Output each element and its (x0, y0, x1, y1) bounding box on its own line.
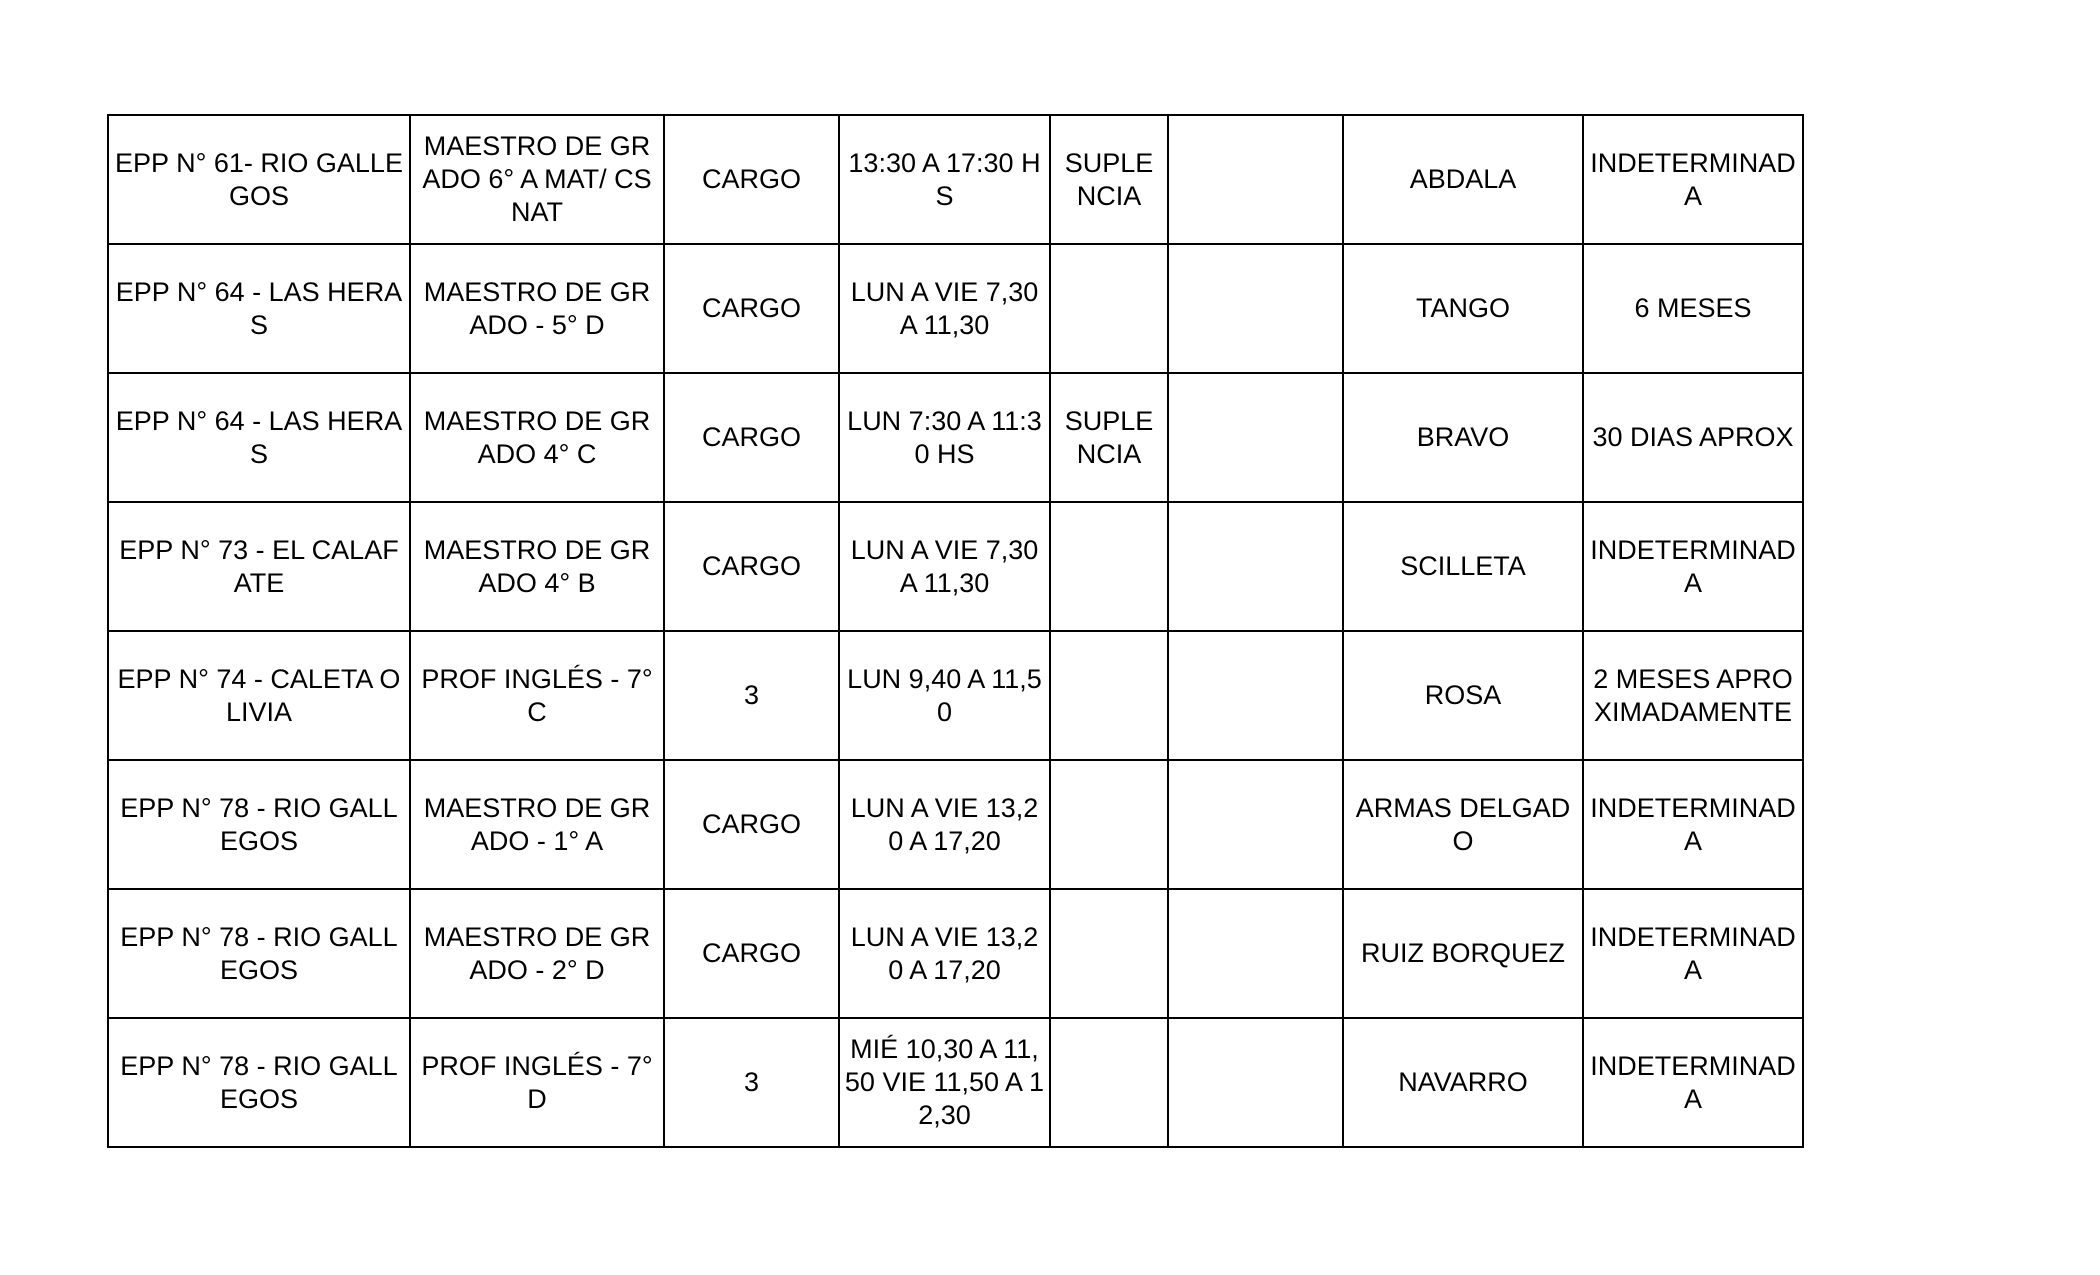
holder-cell (1343, 1018, 1583, 1147)
position-cell (410, 889, 664, 1018)
duration-cell (1583, 760, 1803, 889)
table-row (108, 502, 1803, 631)
duration-cell-text: INDETERMINADA (1590, 1050, 1796, 1114)
duration-cell (1583, 115, 1803, 244)
schedule-cell-text: LUN A VIE 7,30 A 11,30 (850, 534, 1039, 598)
schedule-cell (839, 1018, 1050, 1147)
holder-cell (1343, 115, 1583, 244)
position-cell-text: MAESTRO DE GRADO - 2° D (423, 921, 651, 985)
notes-cell (1168, 244, 1343, 373)
hours-cell-text: CARGO (701, 164, 801, 194)
school-cell (108, 244, 410, 373)
position-cell (410, 115, 664, 244)
notes-cell (1168, 1018, 1343, 1147)
duration-cell-text: 2 MESES APROXIMADAMENTE (1593, 663, 1793, 727)
position-cell-text: PROF INGLÉS - 7° C (421, 663, 653, 727)
table-row (108, 1018, 1803, 1147)
school-cell-text: EPP N° 61- RIO GALLEGOS (115, 147, 403, 211)
school-cell-text: EPP N° 78 - RIO GALLEGOS (120, 921, 398, 985)
holder-cell-text: RUIZ BORQUEZ (1360, 938, 1565, 968)
position-cell (410, 760, 664, 889)
hours-cell-text: CARGO (701, 551, 801, 581)
holder-cell-text: SCILLETA (1400, 551, 1526, 581)
table-row (108, 760, 1803, 889)
hours-cell-text: 3 (743, 680, 760, 710)
position-cell-text: MAESTRO DE GRADO 6° A MAT/ CS NAT (422, 131, 652, 227)
character-cell (1050, 115, 1168, 244)
hours-cell-text: CARGO (701, 293, 801, 323)
character-cell-text: SUPLENCIA (1064, 405, 1154, 469)
character-cell (1050, 373, 1168, 502)
hours-cell (664, 760, 839, 889)
position-cell-text: MAESTRO DE GRADO - 1° A (423, 792, 651, 856)
holder-cell-text: ROSA (1424, 680, 1502, 710)
table-row (108, 115, 1803, 244)
holder-cell (1343, 631, 1583, 760)
notes-cell (1168, 502, 1343, 631)
hours-cell-text: 3 (743, 1067, 760, 1097)
schedule-cell (839, 373, 1050, 502)
holder-cell-text: NAVARRO (1398, 1067, 1528, 1097)
character-cell (1050, 244, 1168, 373)
duration-cell (1583, 244, 1803, 373)
duration-cell-text: INDETERMINADA (1590, 792, 1796, 856)
position-cell-text: PROF INGLÉS - 7° D (421, 1050, 653, 1114)
character-cell (1050, 1018, 1168, 1147)
duration-cell-text: 6 MESES (1634, 293, 1752, 323)
schedule-cell (839, 115, 1050, 244)
notes-cell (1168, 115, 1343, 244)
character-cell (1050, 502, 1168, 631)
notes-cell (1168, 373, 1343, 502)
schedule-cell-text: LUN 9,40 A 11,50 (847, 663, 1042, 727)
hours-cell (664, 244, 839, 373)
school-cell-text: EPP N° 73 - EL CALAFATE (119, 534, 399, 598)
vacancy-table (107, 114, 1804, 1148)
holder-cell (1343, 373, 1583, 502)
holder-cell-text: ABDALA (1409, 164, 1517, 194)
duration-cell-text: INDETERMINADA (1590, 534, 1796, 598)
school-cell (108, 889, 410, 1018)
school-cell-text: EPP N° 64 - LAS HERAS (115, 405, 403, 469)
holder-cell (1343, 760, 1583, 889)
duration-cell (1583, 502, 1803, 631)
schedule-cell-text: 13:30 A 17:30 HS (848, 147, 1041, 211)
hours-cell (664, 373, 839, 502)
duration-cell (1583, 889, 1803, 1018)
duration-cell-text: 30 DIAS APROX (1592, 422, 1794, 452)
schedule-cell (839, 244, 1050, 373)
table-row (108, 631, 1803, 760)
position-cell (410, 631, 664, 760)
hours-cell-text: CARGO (701, 422, 801, 452)
hours-cell-text: CARGO (701, 938, 801, 968)
duration-cell-text: INDETERMINADA (1590, 147, 1796, 211)
schedule-cell (839, 889, 1050, 1018)
holder-cell-text: BRAVO (1416, 422, 1510, 452)
schedule-cell-text: LUN 7:30 A 11:30 HS (847, 405, 1042, 469)
notes-cell (1168, 889, 1343, 1018)
schedule-cell-text: LUN A VIE 13,20 A 17,20 (850, 792, 1039, 856)
position-cell (410, 244, 664, 373)
notes-cell (1168, 631, 1343, 760)
position-cell (410, 1018, 664, 1147)
schedule-cell (839, 760, 1050, 889)
hours-cell (664, 889, 839, 1018)
school-cell (108, 1018, 410, 1147)
school-cell (108, 631, 410, 760)
schedule-cell (839, 631, 1050, 760)
holder-cell (1343, 502, 1583, 631)
schedule-cell-text: LUN A VIE 13,20 A 17,20 (850, 921, 1039, 985)
table-row (108, 244, 1803, 373)
holder-cell (1343, 889, 1583, 1018)
hours-cell-text: CARGO (701, 809, 801, 839)
holder-cell (1343, 244, 1583, 373)
table-row (108, 373, 1803, 502)
position-cell (410, 502, 664, 631)
school-cell-text: EPP N° 64 - LAS HERAS (115, 276, 403, 340)
character-cell (1050, 631, 1168, 760)
position-cell-text: MAESTRO DE GRADO 4° B (423, 534, 651, 598)
duration-cell (1583, 631, 1803, 760)
duration-cell-text: INDETERMINADA (1590, 921, 1796, 985)
position-cell-text: MAESTRO DE GRADO - 5° D (423, 276, 651, 340)
position-cell-text: MAESTRO DE GRADO 4° C (423, 405, 651, 469)
notes-cell (1168, 760, 1343, 889)
character-cell (1050, 889, 1168, 1018)
table-body (108, 115, 1803, 1147)
holder-cell-text: TANGO (1416, 293, 1510, 323)
schedule-cell-text: LUN A VIE 7,30 A 11,30 (850, 276, 1039, 340)
character-cell-text: SUPLENCIA (1064, 147, 1154, 211)
hours-cell (664, 115, 839, 244)
holder-cell-text: ARMAS DELGADO (1355, 792, 1571, 856)
table-row (108, 889, 1803, 1018)
school-cell (108, 115, 410, 244)
duration-cell (1583, 1018, 1803, 1147)
school-cell (108, 760, 410, 889)
duration-cell (1583, 373, 1803, 502)
school-cell-text: EPP N° 78 - RIO GALLEGOS (120, 1050, 398, 1114)
schedule-cell-text: MIÉ 10,30 A 11,50 VIE 11,50 A 12,30 (844, 1034, 1045, 1130)
school-cell (108, 502, 410, 631)
school-cell-text: EPP N° 78 - RIO GALLEGOS (120, 792, 398, 856)
hours-cell (664, 631, 839, 760)
schedule-cell (839, 502, 1050, 631)
hours-cell (664, 502, 839, 631)
school-cell (108, 373, 410, 502)
school-cell-text: EPP N° 74 - CALETA OLIVIA (117, 663, 401, 727)
character-cell (1050, 760, 1168, 889)
hours-cell (664, 1018, 839, 1147)
position-cell (410, 373, 664, 502)
